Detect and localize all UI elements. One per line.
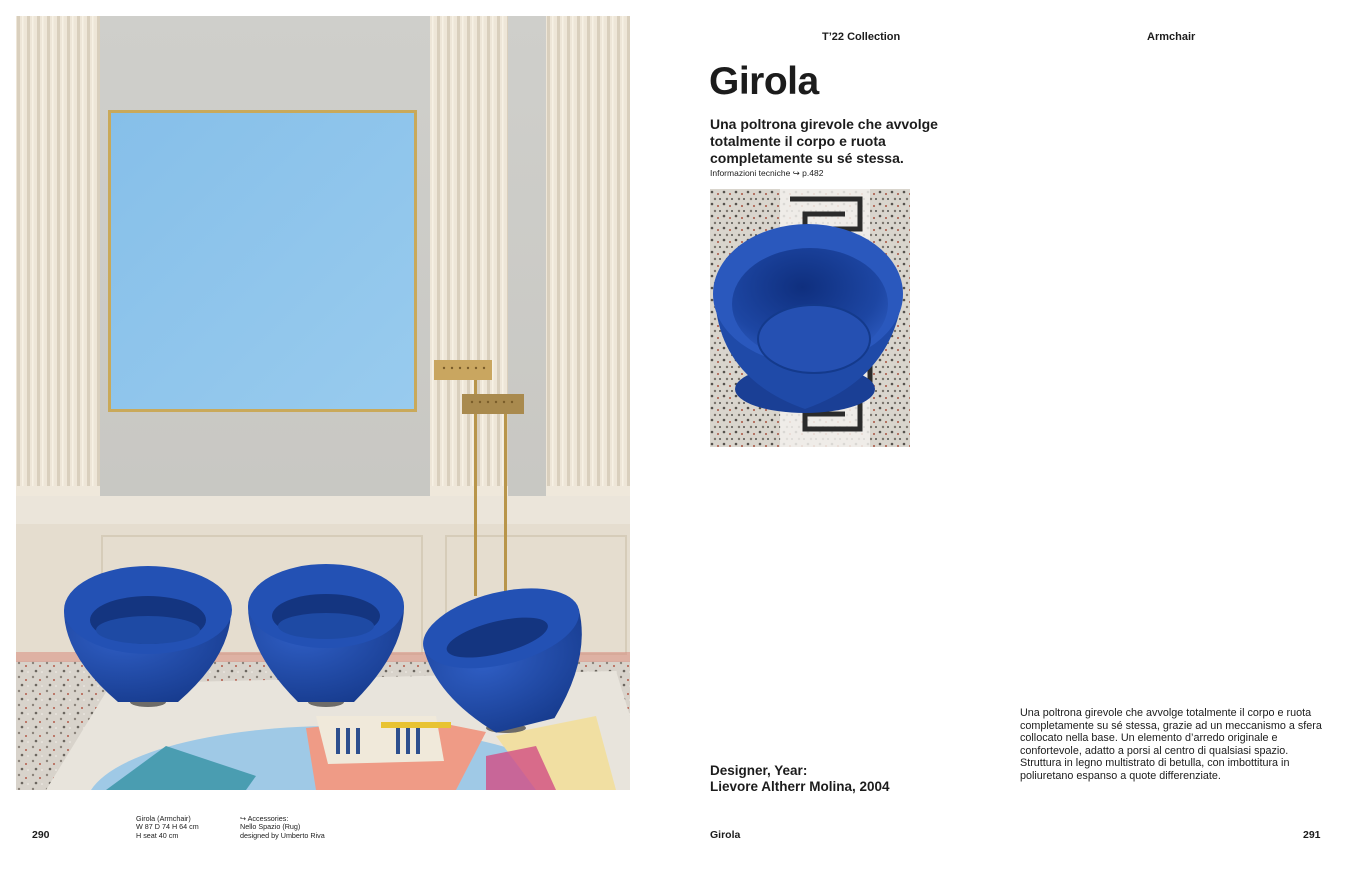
accessories-caption [240, 815, 325, 840]
hero-photo [16, 16, 630, 790]
product-caption [136, 815, 199, 840]
designer-value: Lievore Altherr Molina, 2004 [710, 779, 890, 794]
tech-info-link[interactable]: Informazioni tecniche ↪ p.482 [710, 168, 824, 178]
page-number-left: 290 [32, 829, 50, 841]
caption-line: designed by Umberto Riva [240, 830, 325, 840]
collection-label: T’22 Collection [822, 31, 901, 43]
caption-line: Girola (Armchair) [136, 814, 191, 823]
caption-line: ↪ Accessories: [240, 814, 289, 823]
page-number-right: 291 [1303, 829, 1321, 841]
designer-block [710, 763, 890, 795]
caption-line: W 87 D 74 H 64 cm [136, 822, 199, 832]
running-title: Girola [710, 829, 741, 841]
category-label: Armchair [1147, 31, 1196, 43]
detail-photo [710, 189, 910, 447]
caption-line: H seat 40 cm [136, 830, 179, 840]
lead-paragraph: Una poltrona girevole che avvolge totalmente il corpo e ruota completamente su sé stessa. [710, 116, 938, 166]
description-paragraph: Una poltrona girevole che avvolge totalmente il corpo e ruota completamente su sé stessa, grazie ad un meccanismo a sfera collocato nella base. Un elemento d’arredo originale e confortevole, adatto a porsi al centro di qualsiasi spazio. Struttura in legno multistrato di betulla, con imbottitura in poliuretano espanso a quote differenziate. [1020, 707, 1322, 782]
page-title: Girola [709, 60, 819, 103]
caption-line: Nello Spazio (Rug) [240, 822, 301, 832]
designer-label: Designer, Year: [710, 763, 808, 778]
